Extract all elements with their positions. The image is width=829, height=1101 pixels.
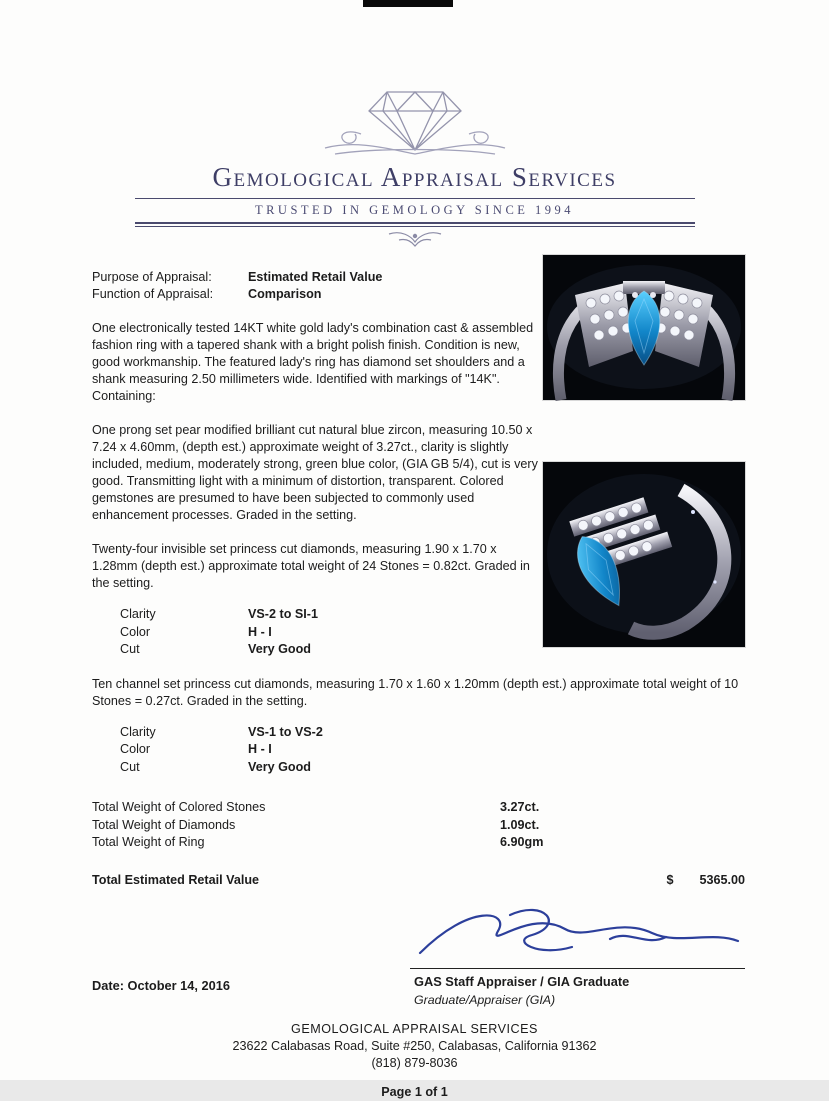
total-row: Total Weight of Ring 6.90gm	[92, 835, 544, 849]
function-value: Comparison	[248, 287, 322, 301]
retail-value-amount: 5365.00	[699, 872, 745, 887]
diamond-logo-icon	[0, 78, 829, 160]
appraiser-block	[414, 973, 629, 1009]
zircon-paragraph: One prong set pear modified brilliant cut natural blue zircon, measuring 10.50 x 7.24 x 4.60mm, (depth est.) approximate weight of 3.27ct., clarity is slightly included, medium, moderately strong, green blue color, (GIA GB 5/4), cut is very good. Transmitting light with a minimum of distortion, transparent. Colored gemstones are presumed to have been subjected to commonly used enhancement processes. Graded in the setting.	[92, 423, 538, 522]
document-footer	[0, 1021, 829, 1101]
header-rule-top	[135, 198, 695, 199]
purpose-row	[92, 269, 745, 286]
grades-table-2	[120, 724, 745, 777]
page-number: Page 1 of 1	[381, 1084, 448, 1099]
appraisal-body	[0, 255, 829, 1013]
company-tagline: TRUSTED IN GEMOLOGY SINCE 1994	[254, 203, 575, 217]
footer-address: 23622 Calabasas Road, Suite #250, Calabasas, California 91362	[232, 1038, 597, 1053]
grade-row: Color H - I	[120, 742, 272, 756]
channel-set-diamonds-paragraph: Ten channel set princess cut diamonds, measuring 1.70 x 1.60 x 1.20mm (depth est.) approximate total weight of 10 Stones = 0.27ct. Graded in the setting.	[92, 676, 739, 708]
function-row	[92, 286, 745, 303]
signature-line	[410, 968, 745, 969]
currency-symbol: $	[666, 872, 674, 887]
flourish-ornament-icon	[0, 228, 829, 255]
company-title: Gemological Appraisal Services	[212, 162, 617, 192]
purpose-label: Purpose of Appraisal:	[92, 270, 212, 284]
invisible-set-diamonds-paragraph: Twenty-four invisible set princess cut diamonds, measuring 1.90 x 1.70 x 1.28mm (depth est.) approximate total weight of 24 Stones = 0.82ct. Graded in the setting.	[92, 542, 530, 590]
footer-company: GEMOLOGICAL APPRAISAL SERVICES	[291, 1021, 538, 1036]
footer-phone: (818) 879-8036	[371, 1055, 458, 1070]
grade-row: Clarity VS-2 to SI-1	[120, 607, 318, 621]
grade-row: Cut Very Good	[120, 642, 311, 656]
retail-value-label: Total Estimated Retail Value	[92, 872, 260, 887]
appraiser-title: GAS Staff Appraiser / GIA Graduate	[414, 973, 630, 989]
retail-value-row	[92, 872, 745, 889]
scan-artifact	[363, 0, 453, 7]
grade-row: Clarity VS-1 to VS-2	[120, 724, 323, 739]
header-rule-bottom	[135, 222, 695, 227]
header-rules	[135, 198, 695, 227]
signature-area	[92, 895, 745, 1013]
appraisal-date: Date: October 14, 2016	[92, 977, 230, 993]
function-label: Function of Appraisal:	[92, 287, 214, 301]
total-row: Total Weight of Diamonds 1.09ct.	[92, 817, 540, 832]
purpose-value: Estimated Retail Value	[248, 270, 383, 284]
grade-row: Color H - I	[120, 624, 272, 639]
totals-table	[92, 799, 745, 852]
grades-table-1	[120, 606, 745, 659]
total-row: Total Weight of Colored Stones 3.27ct.	[92, 800, 540, 814]
handwritten-signature	[360, 895, 750, 973]
description-paragraph: One electronically tested 14KT white gold lady's combination cast & assembled fashion ring with a tapered shank with a bright polish finish. Condition is new, good workmanship. The featured lady's ring has diamond set shoulders and a shank measuring 2.50 millimeters wide. Identified with markings of "14K". Containing:	[92, 321, 534, 403]
grade-row: Cut Very Good	[120, 759, 311, 774]
letterhead	[0, 0, 829, 255]
appraiser-subtitle: Graduate/Appraiser (GIA)	[414, 992, 556, 1007]
